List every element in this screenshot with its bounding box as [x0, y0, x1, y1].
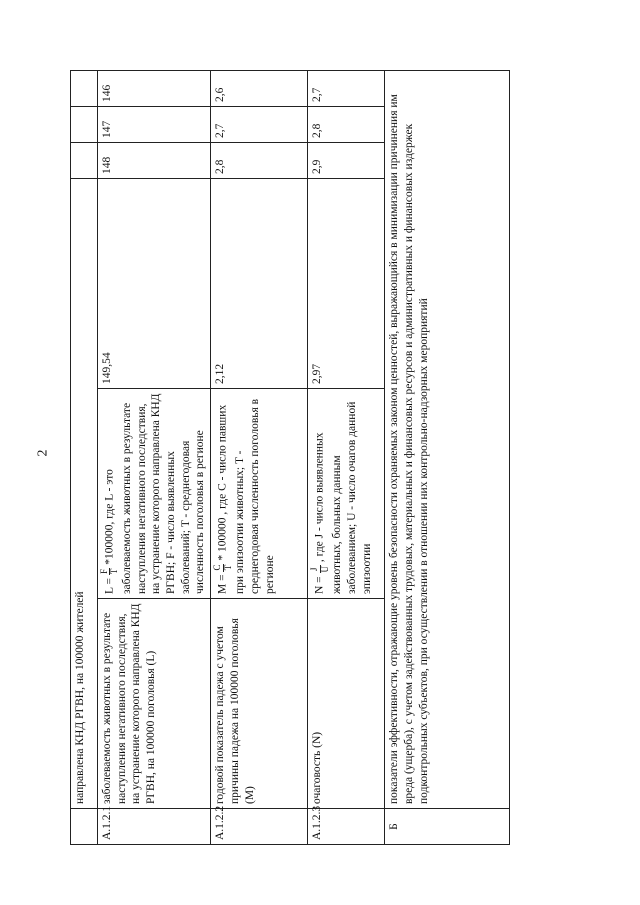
indicator-cell: заболеваемость животных в результате наступления негативного последствия, на устранение которого направлена КНД РГВН, на 100000 поголовья (L): [98, 599, 211, 809]
formula-description: , где J - число выявленных животных, больных данным заболеванием; U - число очагов данной эпизоотии: [313, 401, 373, 594]
code-cell: А.1.2.2: [211, 809, 308, 845]
rotated-table-sheet: [70, 70, 540, 845]
year3-value-cell: 2,6: [211, 71, 308, 107]
year1-value-cell: 148: [98, 143, 211, 179]
table-row: [98, 71, 211, 845]
year2-value-cell: 147: [98, 107, 211, 143]
table-row: [211, 71, 308, 845]
fraction-numerator: J: [310, 565, 320, 574]
code-cell: А.1.2.3: [308, 809, 385, 845]
fraction: [213, 564, 233, 572]
indicator-cell: годовой показатель падежа с учетом причины падежа на 100000 поголовья (M): [211, 599, 308, 809]
formula-lhs: M =: [216, 574, 229, 594]
year-cell: [71, 143, 98, 179]
formula-cell: [98, 389, 211, 599]
formula-lhs: N =: [313, 576, 326, 594]
base-value-cell: 2,12: [211, 179, 308, 389]
table-row: [308, 71, 385, 845]
fraction: [100, 568, 120, 576]
fraction-denominator: T: [109, 568, 120, 575]
formula-cell: [211, 389, 308, 599]
year2-value-cell: 2,8: [308, 107, 385, 143]
year1-value-cell: 2,8: [211, 143, 308, 179]
year-cell: [71, 107, 98, 143]
fraction-denominator: T: [222, 564, 233, 571]
base-value-cell: 2,97: [308, 179, 385, 389]
code-cell: А.1.2.1: [98, 809, 211, 845]
formula-description: *100000, где L - это заболеваемость животных в результате наступления негативного последствия, на устранение которого направлена КНД РГВН; F - число выявленных заболеваний; T - среднегодовая численность поголовья в регионе: [103, 393, 207, 594]
fraction-numerator: C: [212, 564, 223, 571]
page-number: 2: [35, 449, 51, 457]
section-description-cell: показатели эффективности, отражающие уровень безопасности охраняемых законом ценностей, выражающийся в минимизации причинения им вреда (ущерба), с учетом задействованных трудовых, материальных и финансовых ресурсов и административных и финансовых издержек подконтрольных субъектов, при осуществлении в отношении них контрольно-надзорных мероприятий: [385, 71, 510, 809]
formula-lhs: L =: [103, 578, 116, 594]
fraction: [310, 565, 330, 574]
base-value-cell: 149,54: [98, 179, 211, 389]
year3-value-cell: 146: [98, 71, 211, 107]
fraction-numerator: F: [99, 568, 109, 574]
section-code-cell: Б: [385, 809, 510, 845]
formula-description: * 100000 , где C - число павших при эпизоотии животных; T - среднегодовая численность поголовья в регионе: [216, 398, 276, 594]
formula-cell: [308, 389, 385, 599]
year1-value-cell: 2,9: [308, 143, 385, 179]
year3-value-cell: 2,7: [308, 71, 385, 107]
code-cell: [71, 809, 98, 845]
indicator-cell: очаговость (N): [308, 599, 385, 809]
header-text-cell: направлена КНД РГВН, на 100000 жителей: [71, 179, 98, 809]
table-row: [385, 71, 510, 845]
year2-value-cell: 2,7: [211, 107, 308, 143]
year-cell: [71, 71, 98, 107]
table-row: [71, 71, 98, 845]
fraction-denominator: U: [319, 565, 330, 573]
indicators-table: [70, 70, 510, 845]
